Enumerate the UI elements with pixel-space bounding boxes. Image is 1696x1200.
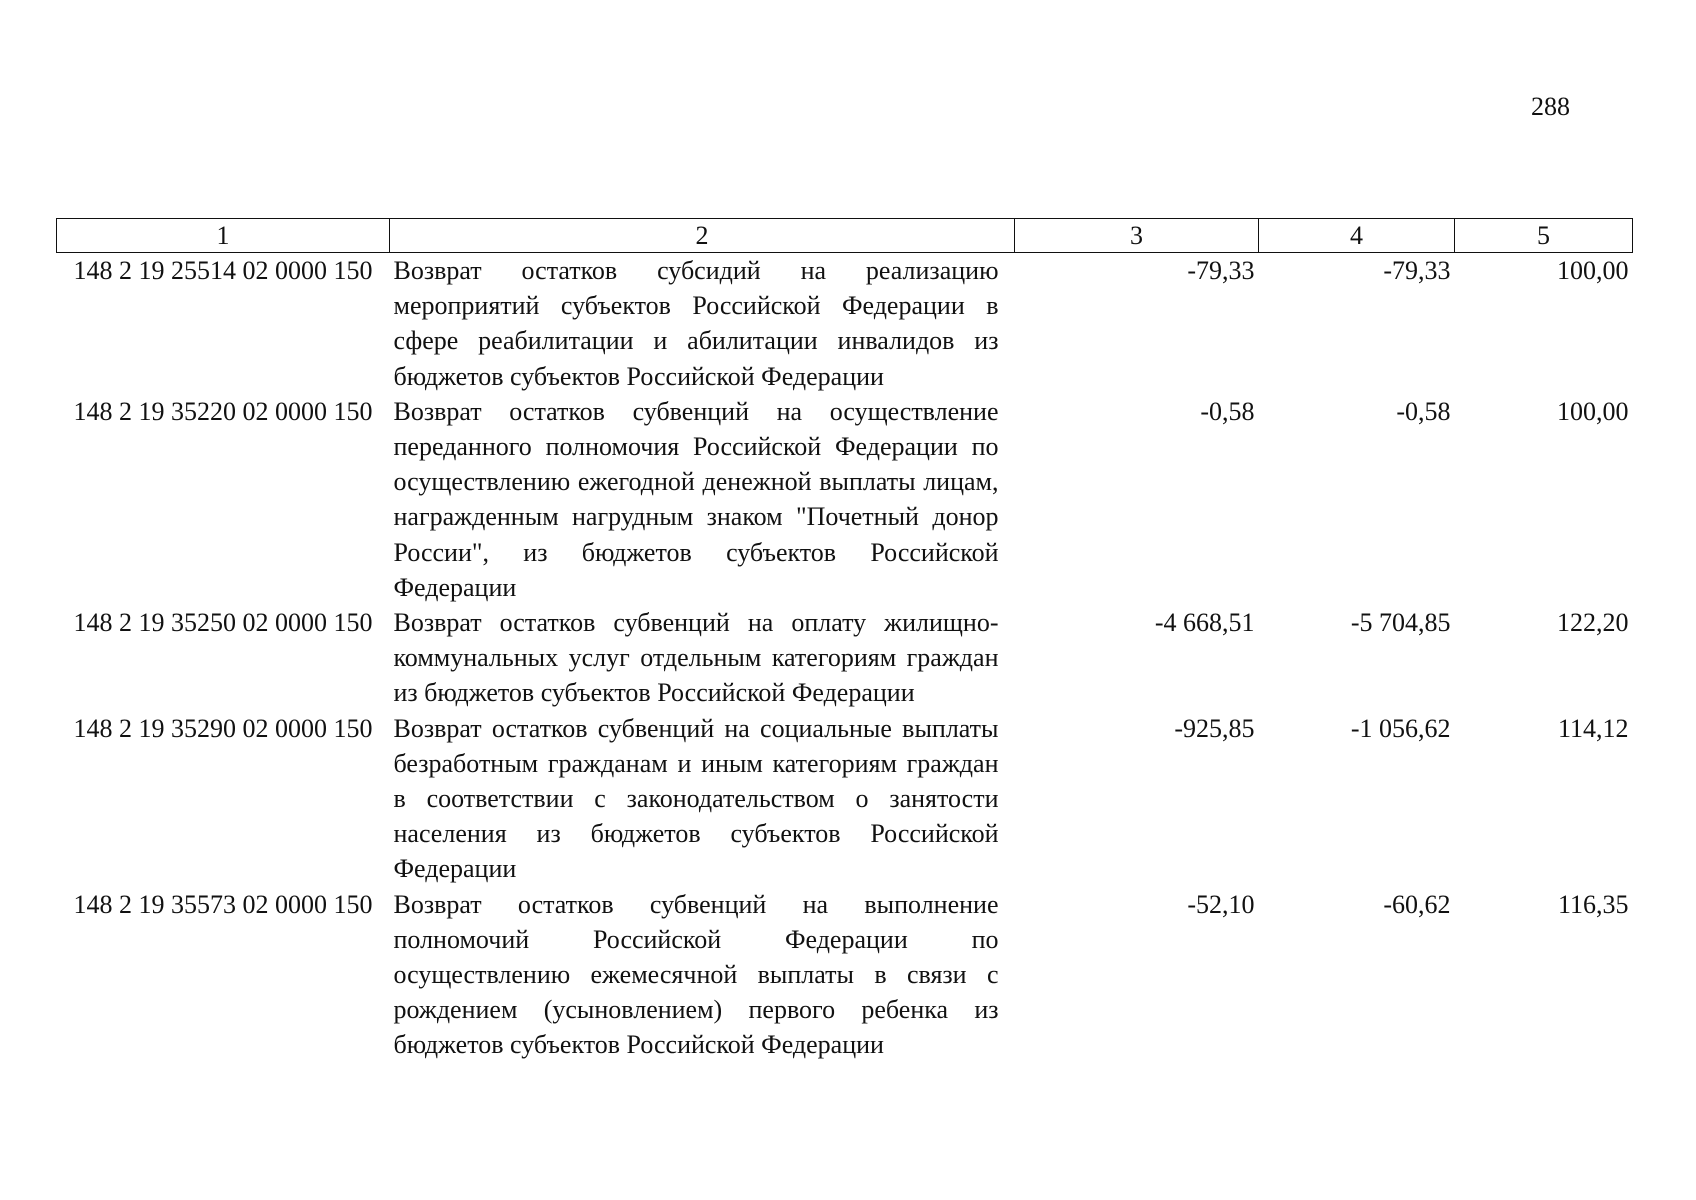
planned-amount: -0,58	[1200, 396, 1255, 426]
item-description: Возврат остатков субвенций на оплату жилищно-коммунальных услуг отдельным категориям граждан из бюджетов субъектов Российской Федерации	[393, 608, 999, 708]
budget-code: 148 2 19 35290 02 0000 150	[73, 713, 373, 743]
column-header-3: 3	[1015, 219, 1259, 253]
column-header-5: 5	[1455, 219, 1633, 253]
page-number: 288	[1531, 92, 1570, 121]
planned-amount: -79,33	[1187, 256, 1255, 285]
budget-code: 148 2 19 25514 02 0000 150	[73, 256, 373, 285]
table-body	[57, 253, 1633, 1063]
column-header-2: 2	[390, 219, 1015, 253]
budget-code: 148 2 19 35573 02 0000 150	[73, 889, 373, 919]
table-row	[57, 253, 1633, 394]
table-row	[57, 605, 1633, 711]
budget-code: 148 2 19 35220 02 0000 150	[73, 396, 373, 426]
actual-amount: -0,58	[1396, 396, 1451, 426]
execution-percent: 122,20	[1557, 608, 1629, 638]
actual-amount: -60,62	[1383, 889, 1451, 919]
table-header	[57, 219, 1633, 253]
execution-percent: 116,35	[1557, 889, 1629, 919]
item-description: Возврат остатков субвенций на выполнение полномочий Российской Федерации по осуществлению ежемесячной выплаты в связи с рождением (усыновлением) первого ребенка из бюджетов субъектов Российской Федерации	[393, 889, 999, 1060]
actual-amount: -1 056,62	[1350, 713, 1451, 743]
item-description: Возврат остатков субсидий на реализацию мероприятий субъектов Российской Федерации в сфере реабилитации и абилитации инвалидов из бюджетов субъектов Российской Федерации	[393, 256, 999, 391]
execution-percent: 100,00	[1557, 256, 1629, 285]
actual-amount: -79,33	[1383, 256, 1451, 285]
table-row	[57, 711, 1633, 887]
planned-amount: -925,85	[1174, 713, 1255, 743]
item-description: Возврат остатков субвенций на социальные выплаты безработным гражданам и иным категориям граждан в соответствии с законодательством о занятости населения из бюджетов субъектов Российской Федерации	[393, 713, 999, 884]
budget-table	[56, 218, 1633, 1063]
table-row	[57, 887, 1633, 1063]
header-row	[57, 219, 1633, 253]
planned-amount: -4 668,51	[1154, 608, 1255, 638]
budget-code: 148 2 19 35250 02 0000 150	[73, 608, 373, 638]
execution-percent: 100,00	[1557, 396, 1629, 426]
column-header-1: 1	[57, 219, 390, 253]
planned-amount: -52,10	[1187, 889, 1255, 919]
execution-percent: 114,12	[1557, 713, 1629, 743]
column-header-4: 4	[1259, 219, 1455, 253]
table-row	[57, 394, 1633, 605]
actual-amount: -5 704,85	[1350, 608, 1451, 638]
item-description: Возврат остатков субвенций на осуществление переданного полномочия Российской Федерации по осуществлению ежегодной денежной выплаты лицам, награжденным нагрудным знаком "Почетный донор России", из бюджетов субъектов Российской Федерации	[393, 396, 999, 602]
